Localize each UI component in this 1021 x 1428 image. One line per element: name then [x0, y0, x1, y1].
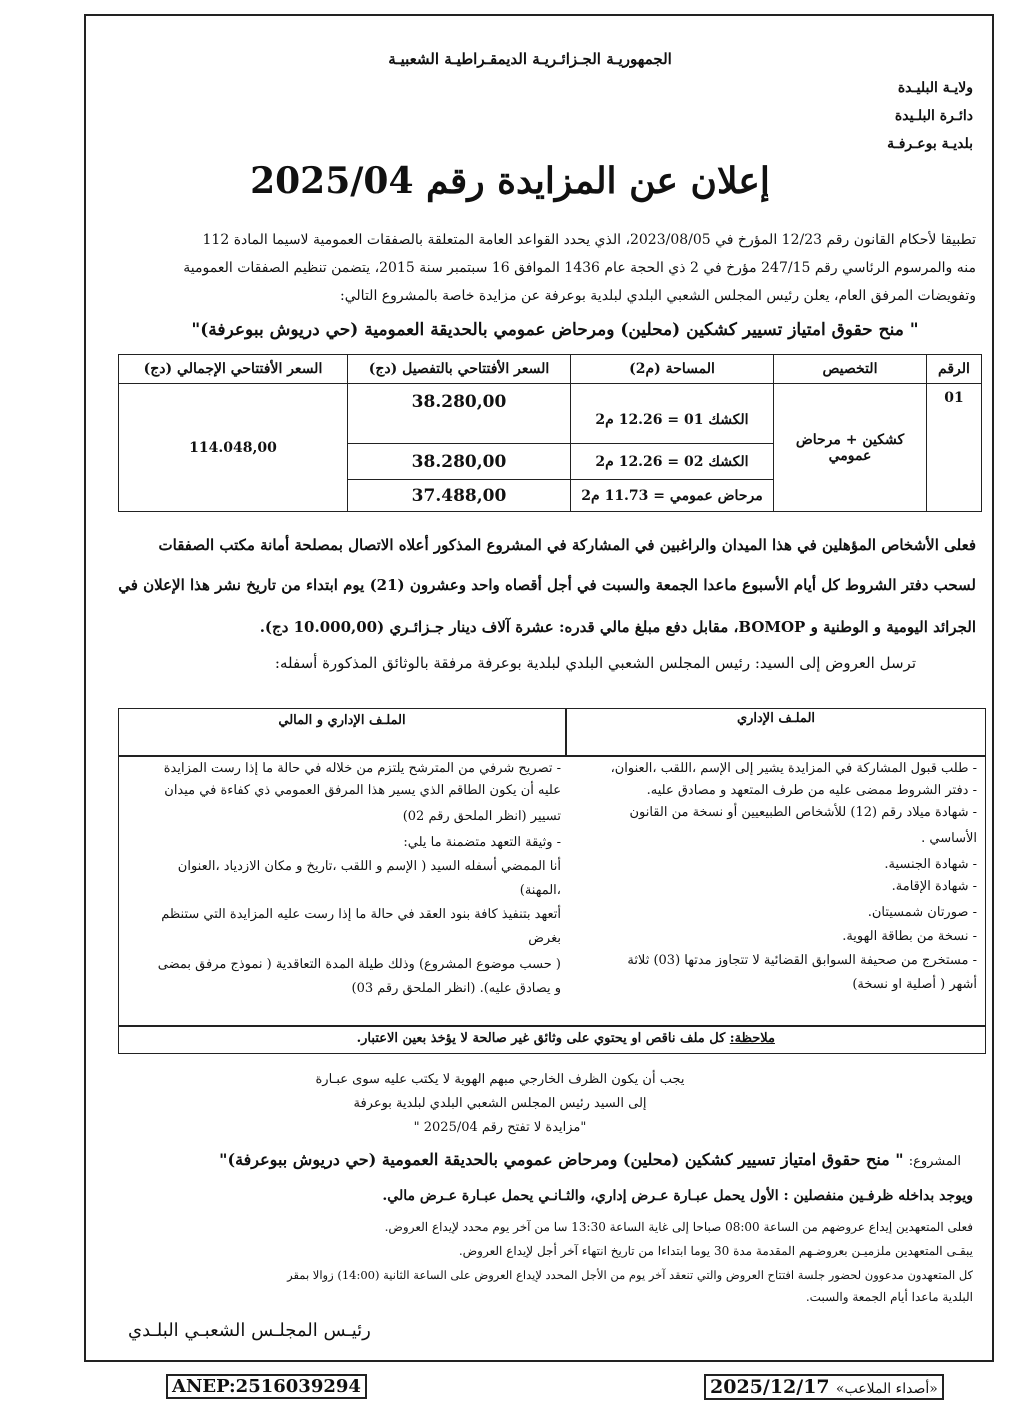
price-row-2: 38.280,00: [348, 444, 571, 480]
area-row-3: مرحاض عمومي = 11.73 م2: [571, 480, 774, 512]
finance-item: أنا الممضي أسفله السيد ( الإسم و اللقب ،تاريخ و مكان الازدياد ،العنوان: [177, 859, 561, 874]
project-line: " منح حقوق امتياز تسيير كشكين (محلين) ومرحاض عمومي بالحديقة العمومية (حي دريوش ببوعرفة)": [191, 320, 919, 340]
closing-line-1: فعلى المتعهدين إيداع عروضهم من الساعة 08:00 صباحا إلى غاية الساعة 13:30 سا من آخر يوم محدد لإيداع العروض.: [384, 1220, 973, 1234]
finance-item: تسيير (انظر الملحق رقم 02): [402, 809, 561, 824]
intro-line-1: تطبيقا لأحكام القانون رقم 12/23 المؤرخ في 2023/08/05، الذي يحدد القواعد العامة المتعلقة بالصفقات العمومية لاسيما المادة 112: [202, 232, 976, 248]
finance-item: ،المهنة): [519, 883, 561, 898]
commune-label: بلديـة بوعـرفـة: [887, 136, 973, 152]
admin-item: - نسخة من بطاقة الهوية.: [842, 929, 977, 944]
project-name: " منح حقوق امتياز تسيير كشكين (محلين) ومرحاض عمومي بالحديقة العمومية (حي دريوش ببوعرفة)": [219, 1150, 904, 1169]
body-line-1: فعلى الأشخاص المؤهلين في هذا الميدان والراغبين في المشاركة في المشروع المذكور أعلاه الاتصال بمصلحة أمانة مكتب الصفقات: [158, 536, 976, 554]
body-line-4: ترسل العروض إلى السيد: رئيس المجلس الشعبي البلدي لبلدية بوعرفة مرفقة بالوثائق المذكورة أسفله:: [274, 654, 916, 672]
finance-item: عليه أن يكون الطاقم الذي يسير هذا المرفق العمومي ذي كفاءة في ميدان: [164, 783, 561, 798]
documents-box: [118, 708, 986, 1054]
finance-item: أتعهد بتنفيذ كافة بنود العقد في حالة ما إذا رست عليه المزايدة التي ستنظم: [161, 907, 561, 922]
area-row-2: الكشك 02 = 12.26 م2: [571, 444, 774, 480]
lots-table: [118, 354, 982, 512]
project-label: المشروع:: [908, 1154, 961, 1169]
admin-item: - شهادة ميلاد رقم (12) للأشخاص الطبيعيين أو نسخة من القانون: [629, 805, 977, 820]
lot-number: 01: [927, 384, 982, 512]
admin-item: أشهر ( أصلية او نسخة): [852, 977, 977, 992]
price-row-3: 37.488,00: [348, 480, 571, 512]
finance-item: - تصريح شرفي من المترشح يلتزم من خلاله في حالة ما إذا رست المزايدة: [163, 761, 561, 776]
finance-item: و يصادق عليه). (انظر الملحق رقم 03): [351, 981, 561, 996]
body-line-2: لسحب دفتر الشروط كل أيام الأسبوع ماعدا الجمعة والسبت في أجل أقصاه واحد وعشرون (21) يوم ابتداء من تاريخ نشر هذا الإعلان في: [118, 576, 976, 594]
col-allocation: التخصيص: [774, 355, 927, 384]
total-price: 114.048,00: [119, 384, 348, 512]
envelope-line-3: "مزايدة لا تفتح رقم 2025/04 ": [413, 1120, 587, 1135]
col-total-price: السعر الأفتتاحي الإجمالي (دج): [119, 355, 348, 384]
publication-date: 2025/12/17: [710, 1376, 830, 1398]
intro-line-3: وتفويضات المرفق العام، يعلن رئيس المجلس الشعبي البلدي لبلدية بوعرفة عن مزايدة خاصة بالمشروع التالي:: [340, 288, 976, 304]
admin-item: - مستخرج من صحيفة السوابق القضائية لا تتجاوز مدتها (03) ثلاثة: [627, 953, 977, 968]
newspaper-name: «أصداء الملاعب»: [835, 1381, 938, 1397]
body-line-3: الجرائد اليومية و الوطنية و BOMOP، مقابل دفع مبلغ مالي قدره: عشرة آلاف دينار جـزائـري (10.000,00 دج).: [259, 618, 976, 636]
finance-item: ( حسب موضوع المشروع) وذلك طيلة المدة التعاقدية ( نموذج مرفق بمضى: [157, 957, 561, 972]
publication-stamp: [704, 1374, 944, 1400]
admin-item: الأساسي .: [921, 831, 977, 846]
col-number: الرقم: [927, 355, 982, 384]
admin-item: - صورتان شمسيتان.: [867, 905, 977, 920]
closing-line-2: يبقـى المتعهدين ملزميـن بعروضـهم المقدمة مدة 30 يوما ابتداءا من تاريخ انتهاء آخر أجل لإيداع العروض.: [458, 1244, 973, 1258]
col-area: المساحة (م2): [571, 355, 774, 384]
anep-number: ANEP:2516039294: [166, 1374, 367, 1399]
finance-item: بغرض: [528, 931, 561, 946]
admin-item: - شهادة الجنسية.: [884, 857, 977, 872]
admin-item: - شهادة الإقامة.: [891, 879, 977, 894]
finance-file-title: الملـف الإداري و المالي: [278, 713, 406, 728]
intro-line-2: منه والمرسوم الرئاسي رقم 247/15 مؤرخ في 2 ذي الحجة عام 1436 الموافق 16 سبتمبر سنة 2015، يتضمن تنظيم الصفقات العمومية: [183, 260, 976, 276]
project-repeat: [219, 1150, 961, 1169]
finance-item: - وثيقة التعهد متضمنة ما يلي:: [403, 835, 561, 850]
note-label: ملاحظة:: [729, 1031, 775, 1046]
signature: رئيـس المجلـس الشعبـي البلـدي: [128, 1320, 371, 1341]
envelopes-line: ويوجد بداخله ظرفـين منفصلين : الأول يحمل عبـارة عـرض إداري، والثـانـي يحمل عبـارة عـرض مالي.: [382, 1188, 973, 1204]
page-title: إعلان عن المزايدة رقم 2025/04: [250, 160, 770, 202]
note-text: كل ملف ناقص او يحتوي على وثائق غير صالحة لا يؤخذ بعين الاعتبار.: [356, 1031, 726, 1046]
admin-item: - طلب قبول المشاركة في المزايدة يشير إلى الإسم ،اللقب ،العنوان،: [610, 761, 977, 776]
area-row-1: الكشك 01 = 12.26 م2: [571, 384, 774, 444]
admin-file-title: الملـف الإداري: [736, 711, 816, 726]
republic-header: الجمهوريـة الجـزائـريـة الديمقـراطيـة الشعبيـة: [388, 50, 672, 68]
admin-item: - دفتر الشروط ممضى عليه من طرف المتعهد و مصادق عليه.: [646, 783, 977, 798]
envelope-line-1: يجب أن يكون الظرف الخارجي مبهم الهوية لا يكتب عليه سوى عبـارة: [315, 1072, 685, 1087]
envelope-line-2: إلى السيد رئيس المجلس الشعبي البلدي لبلدية بوعرفة: [353, 1096, 647, 1111]
col-detail-price: السعر الأفتتاحي بالتفصيل (دج): [348, 355, 571, 384]
lot-allocation: كشكين + مرحاض عمومي: [774, 384, 927, 512]
note: [357, 1031, 775, 1046]
wilaya-label: ولايـة البليـدة: [897, 80, 973, 96]
price-row-1: 38.280,00: [348, 384, 571, 444]
daira-label: دائـرة البلـيدة: [894, 108, 973, 124]
closing-line-3: كل المتعهدون مدعوون لحضور جلسة افتتاح العروض والتي تنعقد آخر يوم من الأجل المحدد لإيداع العروض على الساعة الثانية (14:00) زوالا بمقر: [287, 1268, 973, 1282]
closing-line-4: البلدية ماعدا أيام الجمعة والسبت.: [805, 1290, 973, 1304]
